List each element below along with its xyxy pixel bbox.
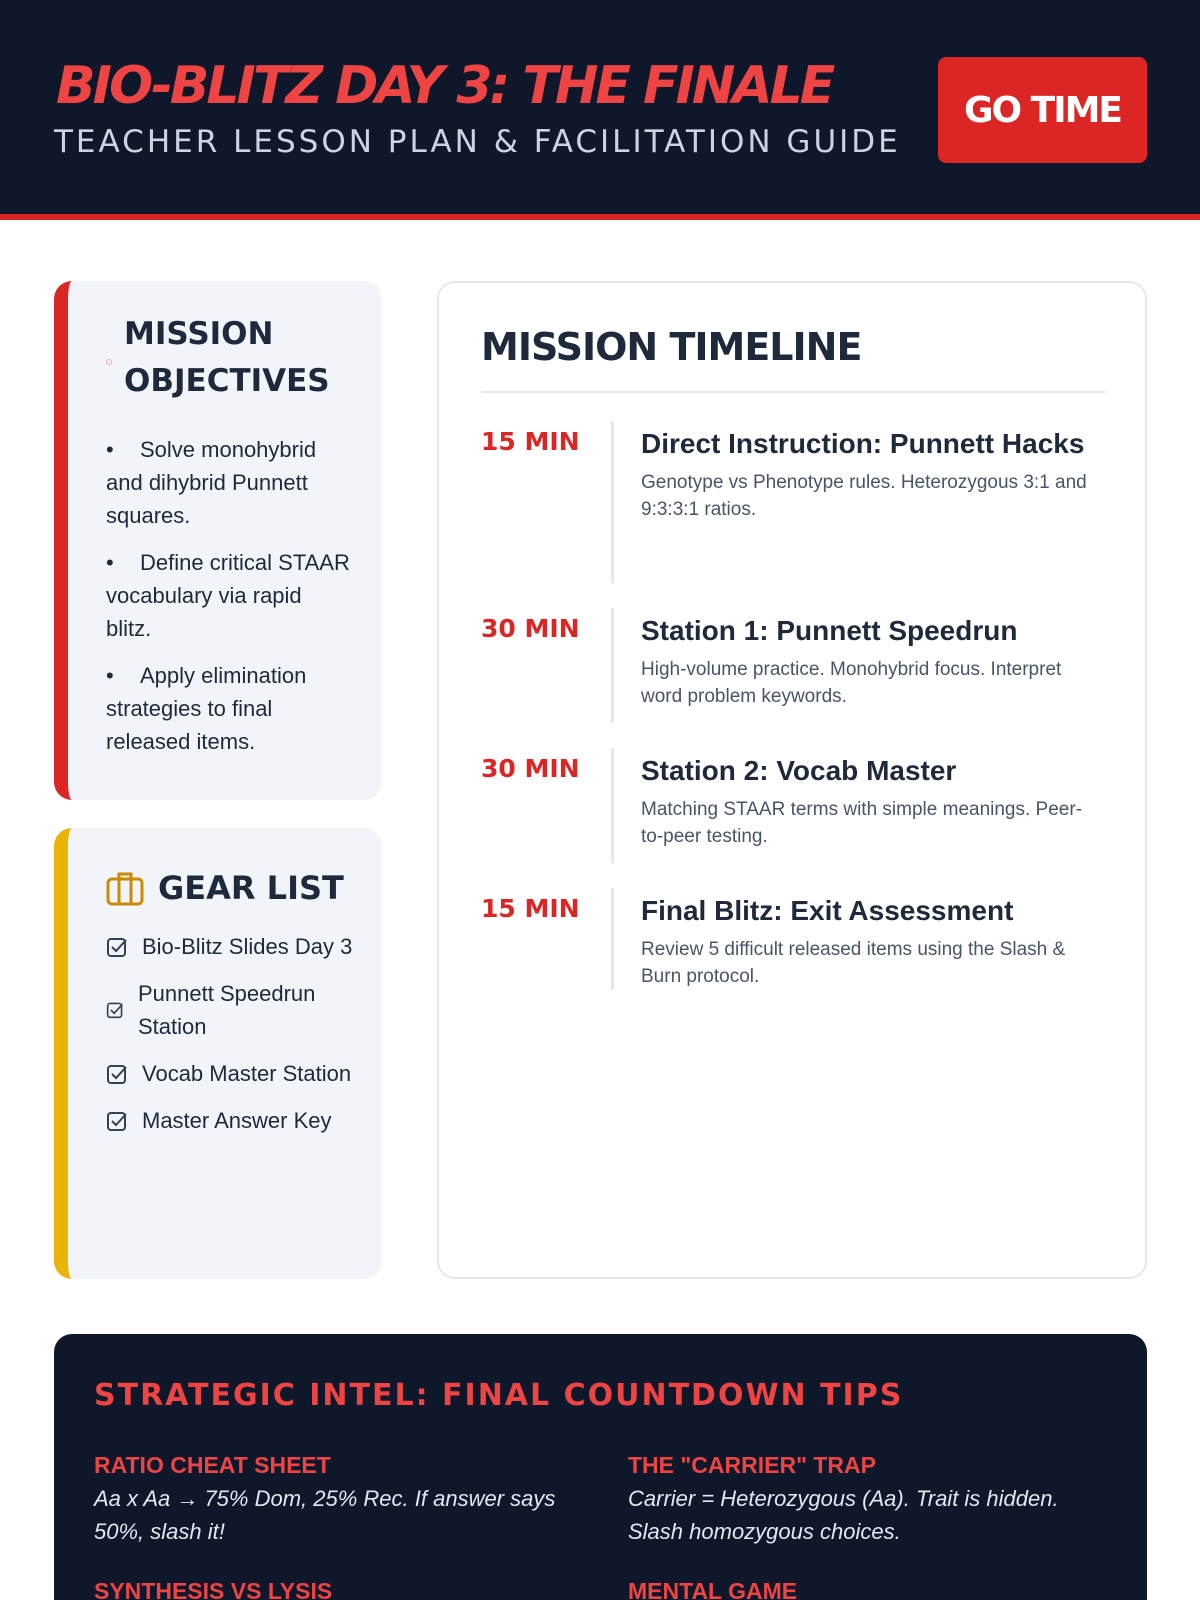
briefcase-icon: [106, 870, 144, 906]
tip-title: SYNTHESIS VS LYSIS: [94, 1578, 333, 1600]
timeline-item-desc: Review 5 difficult released items using the Slash & Burn protocol.: [641, 939, 1066, 987]
tip-title: THE "CARRIER" TRAP: [628, 1452, 876, 1478]
target-icon: [106, 359, 112, 365]
checkbox-icon: [106, 1001, 124, 1019]
tip-card: [628, 1450, 1098, 1548]
timeline-item-title: Direct Instruction: Punnett Hacks: [641, 428, 1085, 459]
timeline-item-title: Station 2: Vocab Master: [641, 755, 957, 786]
list-item: Master Answer Key: [106, 1104, 356, 1137]
list-item: •Apply elimination strategies to final released items.: [106, 659, 351, 758]
divider: [481, 391, 1105, 393]
timeline-connector: [611, 748, 614, 863]
tip-title: MENTAL GAME: [628, 1578, 798, 1600]
timeline-connector: [611, 608, 614, 723]
list-item: •Solve monohybrid and dihybrid Punnett squares.: [106, 433, 351, 532]
timeline-connector: [611, 888, 614, 990]
gear-list: [106, 930, 356, 1151]
checkbox-icon: [106, 1063, 128, 1085]
checkbox-icon: [106, 1110, 128, 1132]
go-time-badge: GO TIME: [938, 57, 1147, 163]
page-header: [0, 0, 1200, 220]
timeline-duration: 30 MIN: [481, 614, 580, 643]
checkbox-icon: [106, 936, 128, 958]
intel-heading: STRATEGIC INTEL: FINAL COUNTDOWN TIPS: [94, 1378, 904, 1413]
timeline-item-title: Final Blitz: Exit Assessment: [641, 895, 1014, 926]
objectives-heading: MISSION OBJECTIVES: [124, 316, 330, 399]
timeline-item: [481, 608, 1105, 723]
gear-heading: GEAR LIST: [158, 869, 344, 907]
list-item: •Define critical STAAR vocabulary via rapid blitz.: [106, 546, 351, 645]
tip-body: Carrier = Heterozygous (Aa). Trait is hidden. Slash homozygous choices.: [628, 1486, 1059, 1544]
timeline-item-title: Station 1: Punnett Speedrun: [641, 615, 1018, 646]
tip-title: RATIO CHEAT SHEET: [94, 1452, 331, 1478]
timeline-duration: 30 MIN: [481, 754, 580, 783]
timeline-duration: 15 MIN: [481, 427, 580, 456]
tip-card: [94, 1576, 564, 1600]
timeline-item: [481, 421, 1105, 583]
timeline-item-desc: Matching STAAR terms with simple meanings. Peer-to-peer testing.: [641, 799, 1083, 847]
list-item: Vocab Master Station: [106, 1057, 356, 1090]
timeline-heading: MISSION TIMELINE: [481, 325, 862, 369]
gear-card: [54, 828, 382, 1279]
tip-card: [94, 1450, 564, 1548]
tip-body: Aa x Aa → 75% Dom, 25% Rec. If answer says 50%, slash it!: [94, 1486, 556, 1544]
timeline-item-desc: High-volume practice. Monohybrid focus. Interpret word problem keywords.: [641, 659, 1062, 707]
intel-panel: [54, 1334, 1147, 1600]
tip-card: [628, 1576, 1098, 1600]
objectives-list: [106, 433, 351, 772]
timeline-card: [437, 281, 1147, 1279]
timeline-connector: [611, 421, 614, 583]
objectives-card: [54, 281, 382, 800]
timeline-item: [481, 748, 1105, 863]
timeline-item-desc: Genotype vs Phenotype rules. Heterozygous 3:1 and 9:3:3:1 ratios.: [641, 472, 1087, 520]
page-title: BIO-BLITZ DAY 3: THE FINALE: [56, 56, 833, 116]
list-item: Bio-Blitz Slides Day 3: [106, 930, 356, 963]
timeline-duration: 15 MIN: [481, 894, 580, 923]
list-item: Punnett Speedrun Station: [106, 977, 356, 1043]
timeline-item: [481, 888, 1105, 990]
page-subtitle: TEACHER LESSON PLAN & FACILITATION GUIDE: [54, 124, 901, 160]
